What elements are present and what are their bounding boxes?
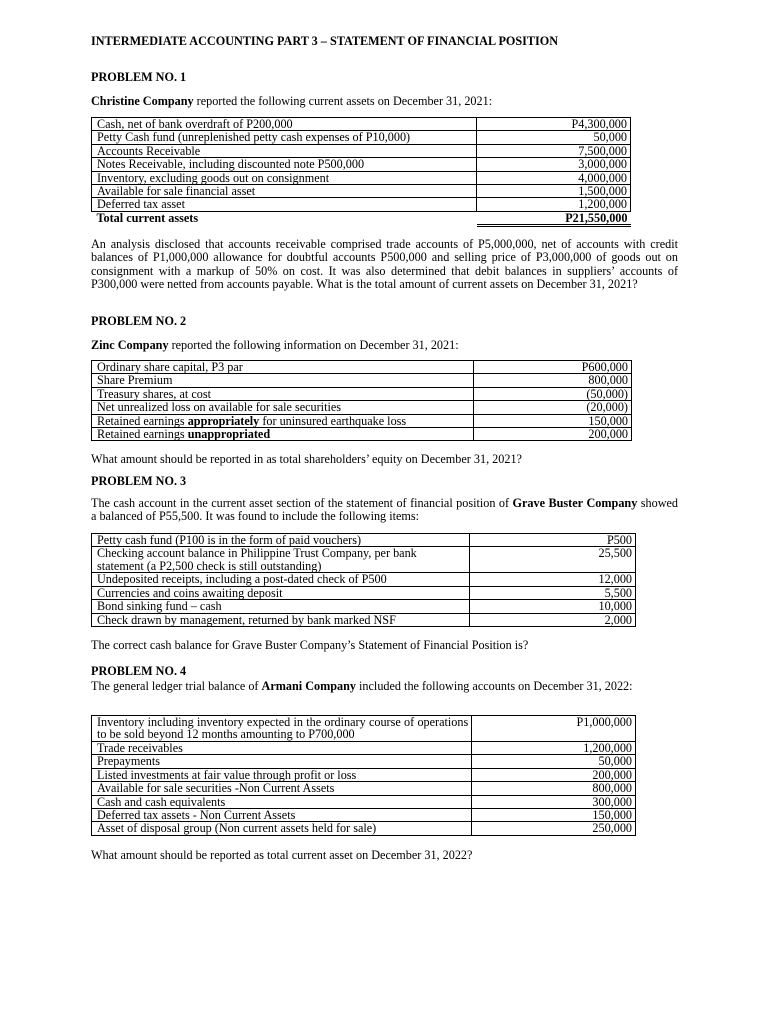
table-row [92,374,632,387]
table-cell-amount: 800,000 [474,374,632,387]
table-row [92,782,636,795]
table-cell-item: Accounts Receivable [92,144,477,157]
problem-1-analysis: An analysis disclosed that accounts receivable comprised trade accounts of P5,000,000, net of accounts with credit balances of P1,000,000 allowance for doubtful accounts P500,000 and selling price of P3,000,000 of goods out on consignment with a markup of 50% on cost. It was also determined that debit balances in suppliers’ accounts of P300,000 were netted from accounts payable. What is the total amount of current assets on December 31, 2021? [91,237,678,292]
table-cell-item: Currencies and coins awaiting deposit [92,586,470,599]
table-cell-item: Trade receivables [92,742,472,755]
table-cell-item: Net unrealized loss on available for sale securities [92,401,474,414]
item-text: Retained earnings [97,427,188,442]
table-row [92,822,636,835]
problem-3-question: The correct cash balance for Grave Buster Company’s Statement of Financial Position is? [91,638,529,652]
table-row [92,171,631,184]
table-cell-amount: 150,000 [472,809,636,822]
table-cell-item: Prepayments [92,755,472,768]
table-row [92,428,632,441]
table-cell-amount: P1,000,000 [472,716,636,742]
table-row [92,795,636,808]
table-row [92,573,636,586]
table-cell-amount: 7,500,000 [477,144,631,157]
table-cell-amount: 250,000 [472,822,636,835]
item-emphasis: appropriately [187,413,260,428]
table-cell-amount: 200,000 [474,428,632,441]
table-cell-amount: 50,000 [472,755,636,768]
problem-3-intro [91,497,678,524]
table-row [92,387,632,400]
problem-1-intro [91,95,492,108]
problem-4-intro-text: included the following accounts on December 31, 2022: [356,679,633,693]
table-row [92,198,631,211]
total-row [92,211,631,225]
problem-2-company: Zinc Company [91,338,169,352]
table-row [92,613,636,626]
table-cell-amount: 4,000,000 [477,171,631,184]
problem-3-heading: PROBLEM NO. 3 [91,474,187,488]
table-cell-amount: P600,000 [474,361,632,374]
table-cell-item [92,414,474,427]
table-cell-amount: 50,000 [477,131,631,144]
table-cell-amount: P500 [470,534,636,547]
item-text: for uninsured earthquake loss [259,413,407,428]
item-emphasis: unappropriated [187,427,271,442]
table-row [92,185,631,198]
problem-3-company-cont: Company [586,496,638,510]
problem-3-intro-text: The cash account in the current asset section of the statement of financial position of [91,496,513,510]
problem-1-intro-text: reported the following current assets on December 31, 2021: [193,94,493,108]
table-cell-amount: 300,000 [472,795,636,808]
table-row [92,158,631,171]
total-amount: P21,550,000 [477,211,631,225]
table-cell-item: Share Premium [92,374,474,387]
table-cell-amount: 1,200,000 [472,742,636,755]
table-cell-item: Petty Cash fund (unreplenished petty cash expenses of P10,000) [92,131,477,144]
table-cell-amount: 1,500,000 [477,185,631,198]
problem-1-heading: PROBLEM NO. 1 [91,70,187,84]
problem-4-heading: PROBLEM NO. 4 [91,664,187,678]
table-row [92,586,636,599]
table-row [92,716,636,742]
table-row [92,755,636,768]
table-row [92,809,636,822]
table-row [92,131,631,144]
table-cell-amount: 200,000 [472,768,636,781]
table-cell-item: Cash and cash equivalents [92,795,472,808]
table-row [92,361,632,374]
total-label: Total current assets [92,211,477,225]
table-cell-amount: 1,200,000 [477,198,631,211]
problem-3-table [91,533,636,627]
problem-4-question: What amount should be reported as total current asset on December 31, 2022? [91,848,473,862]
table-cell-amount: 3,000,000 [477,158,631,171]
problem-3-intro-text: showed a balanced of P55,500. It was found to include the following items: [91,496,678,524]
table-cell-item: Cash, net of bank overdraft of P200,000 [92,118,477,131]
problem-2-question: What amount should be reported in as total shareholders’ equity on December 31, 2021? [91,452,522,466]
item-text: Retained earnings [97,413,188,428]
problem-4-company: Armani Company [261,679,356,693]
table-cell-amount: 25,500 [470,547,636,573]
table-cell-amount: (20,000) [474,401,632,414]
table-cell-item: Available for sale financial asset [92,185,477,198]
table-row [92,414,632,427]
problem-4-intro [91,680,678,693]
table-cell-amount: 2,000 [470,613,636,626]
table-cell-item: Deferred tax assets - Non Current Assets [92,809,472,822]
problem-2-table [91,360,632,441]
table-row [92,118,631,131]
table-cell-amount: 10,000 [470,600,636,613]
table-row [92,401,632,414]
table-cell-item: Inventory, excluding goods out on consignment [92,171,477,184]
table-cell-amount: (50,000) [474,387,632,400]
table-cell-item: Inventory including inventory expected in the ordinary course of operations to be sold beyond 12 months amounting to P700,000 [92,716,472,742]
table-cell-item: Check drawn by management, returned by bank marked NSF [92,613,470,626]
table-cell-item [92,428,474,441]
table-cell-amount: 12,000 [470,573,636,586]
problem-3-company: Grave Buster [512,496,584,510]
table-cell-item: Deferred tax asset [92,198,477,211]
table-cell-amount: 150,000 [474,414,632,427]
table-cell-item: Listed investments at fair value through profit or loss [92,768,472,781]
table-row [92,547,636,573]
table-cell-item: Petty cash fund (P100 is in the form of paid vouchers) [92,534,470,547]
table-cell-item: Checking account balance in Philippine Trust Company, per bank statement (a P2,500 check is still outstanding) [92,547,470,573]
problem-4-table [91,715,636,836]
table-row [92,768,636,781]
table-cell-amount: 5,500 [470,586,636,599]
table-cell-item: Treasury shares, at cost [92,387,474,400]
table-cell-item: Undeposited receipts, including a post-dated check of P500 [92,573,470,586]
table-row [92,144,631,157]
table-row [92,534,636,547]
table-cell-amount: 800,000 [472,782,636,795]
problem-2-intro [91,339,459,352]
table-cell-amount: P4,300,000 [477,118,631,131]
problem-1-company: Christine Company [91,94,194,108]
table-cell-item: Ordinary share capital, P3 par [92,361,474,374]
table-cell-item: Asset of disposal group (Non current assets held for sale) [92,822,472,835]
problem-1-table [91,117,631,227]
table-row [92,742,636,755]
table-row [92,600,636,613]
table-cell-item: Bond sinking fund – cash [92,600,470,613]
problem-2-heading: PROBLEM NO. 2 [91,314,187,328]
problem-2-intro-text: reported the following information on December 31, 2021: [168,338,459,352]
document-title: INTERMEDIATE ACCOUNTING PART 3 – STATEMENT OF FINANCIAL POSITION [91,34,559,48]
table-cell-item: Available for sale securities -Non Current Assets [92,782,472,795]
table-cell-item: Notes Receivable, including discounted note P500,000 [92,158,477,171]
problem-4-intro-text: The general ledger trial balance of [91,679,262,693]
